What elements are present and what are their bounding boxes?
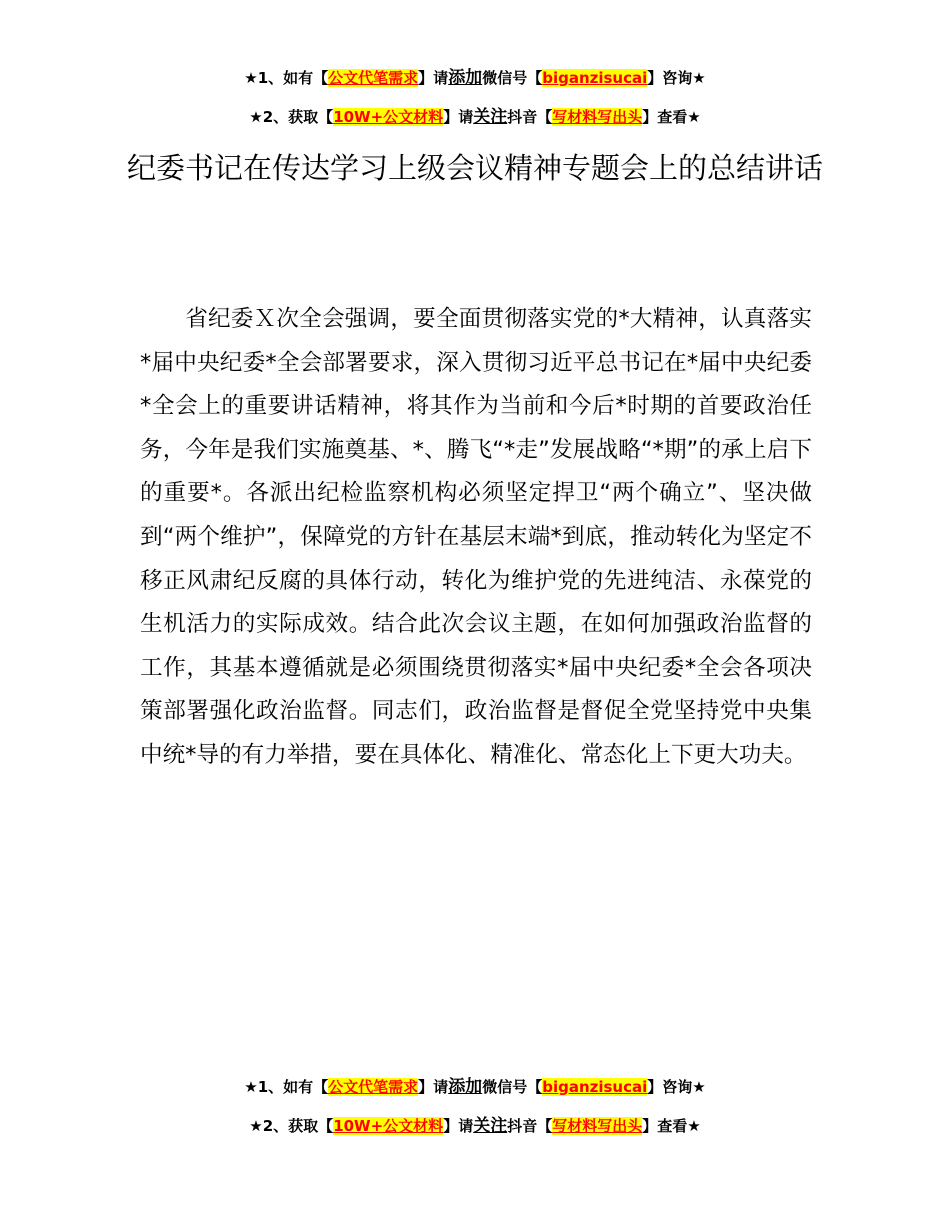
promo-highlight: 10W+公文材料 <box>333 1117 444 1135</box>
promo-highlight: 10W+公文材料 <box>333 108 444 126</box>
promo-highlight: 公文代笔需求 <box>328 69 419 87</box>
document-title: 纪委书记在传达学习上级会议精神专题会上的总结讲话 <box>126 151 823 185</box>
promo-bottom-line-1 <box>0 1076 950 1098</box>
promo-highlight: 公文代笔需求 <box>328 1078 419 1096</box>
promo-text: 】请 <box>443 1117 474 1135</box>
promo-highlight: biganzisucai <box>542 69 648 87</box>
promo-text: 】查看★ <box>642 1117 701 1135</box>
promo-text: 】请 <box>418 1078 449 1096</box>
promo-text: ★1、如有【 <box>244 1078 329 1096</box>
promo-text: 抖音【 <box>507 108 553 126</box>
promo-underline: 关注 <box>473 107 508 127</box>
promo-highlight: biganzisucai <box>542 1078 648 1096</box>
promo-text: 抖音【 <box>507 1117 553 1135</box>
promo-top-line-1 <box>0 67 950 89</box>
promo-text: 微信号【 <box>482 1078 543 1096</box>
document-paragraph: 省纪委Ｘ次全会强调，要全面贯彻落实党的*大精神，认真落实*届中央纪委*全会部署要求，深入贯彻习近平总书记在*届中央纪委*全会上的重要讲话精神，将其作为当前和今后*时期的首要政治任务，今年是我们实施奠基、*、腾飞“*走”发展战略“*期”的承上启下的重要*。各派出纪检监察机构必须坚定捍卫“两个确立”、坚决做到“两个维护”，保障党的方针在基层末端*到底，推动转化为坚定不移正风肃纪反腐的具体行动，转化为维护党的先进纯洁、永葆党的生机活力的实际成效。结合此次会议主题，在如何加强政治监督的工作，其基本遵循就是必须围绕贯彻落实*届中央纪委*全会各项决策部署强化政治监督。同志们，政治监督是督促全党坚持党中央集中统*导的有力举措，要在具体化、精准化、常态化上下更大功夫。 <box>140 306 812 768</box>
promo-underline: 添加 <box>448 1077 483 1097</box>
promo-highlight: 写材料写出头 <box>552 1117 643 1135</box>
promo-text: ★2、获取【 <box>249 108 334 126</box>
promo-top-line-2 <box>0 106 950 128</box>
promo-bottom-line-2 <box>0 1115 950 1137</box>
promo-underline: 关注 <box>473 1116 508 1136</box>
promo-text: ★1、如有【 <box>244 69 329 87</box>
promo-text: 】请 <box>443 108 474 126</box>
promo-highlight: 写材料写出头 <box>552 108 643 126</box>
promo-text: 】请 <box>418 69 449 87</box>
promo-text: ★2、获取【 <box>249 1117 334 1135</box>
promo-text: 】咨询★ <box>647 69 706 87</box>
promo-text: 】查看★ <box>642 108 701 126</box>
promo-text: 】咨询★ <box>647 1078 706 1096</box>
promo-underline: 添加 <box>448 68 483 88</box>
promo-text: 微信号【 <box>482 69 543 87</box>
